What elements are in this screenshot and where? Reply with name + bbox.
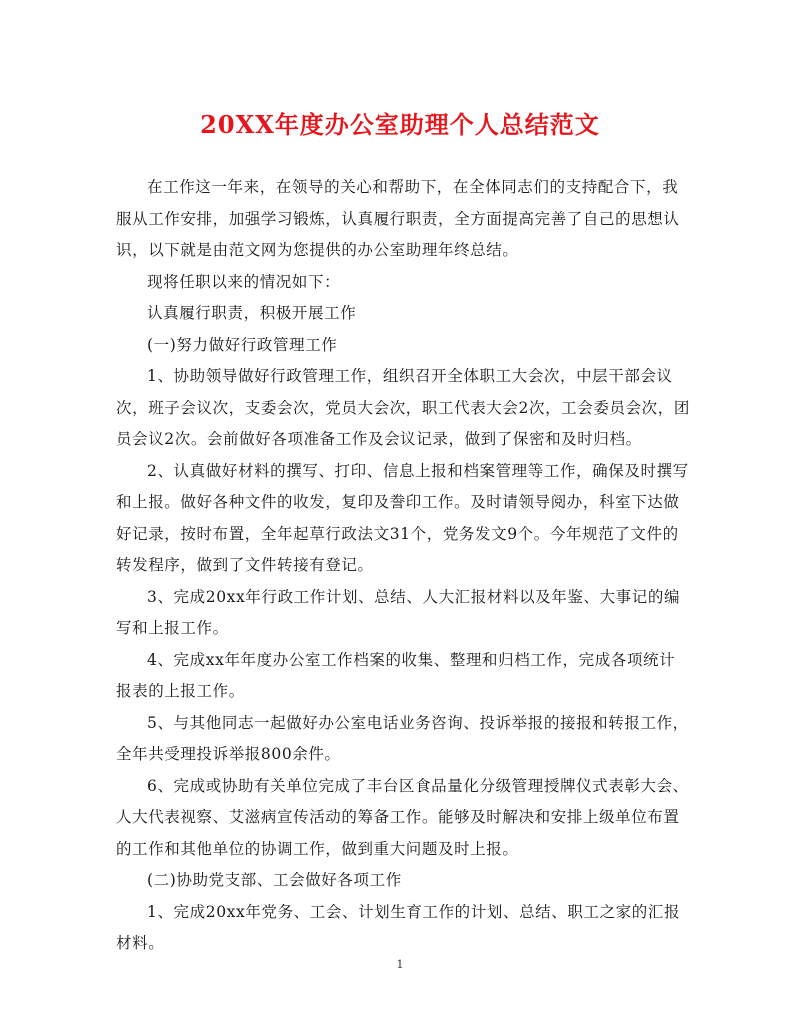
paragraph-intro: 在工作这一年来，在领导的关心和帮助下，在全体同志们的支持配合下，我服从工作安排，加强学习锻炼，认真履行职责，全方面提高完善了自己的思想认识，以下就是由范文网为您提供的办公室助理年终总结。 bbox=[116, 178, 680, 259]
page-number: 1 bbox=[396, 958, 404, 971]
subsection-heading-1: (一)努力做好行政管理工作 bbox=[147, 335, 338, 354]
list-item: 1、协助领导做好行政管理工作，组织召开全体职工大会次，中层干部会议次，班子会议次，支委会次，党员大会次，职工代表大会2次，工会委员会次，团员会议2次。会前做好各项准备工作及会议记录，做到了保密和及时归档。 bbox=[116, 367, 690, 448]
list-item: 6、完成或协助有关单位完成了丰台区食品量化分级管理授牌仪式表彰大会、人大代表视察、艾滋病宣传活动的筹备工作。能够及时解决和安排上级单位布置的工作和其他单位的协调工作，做到重大问题及时上报。 bbox=[116, 776, 689, 858]
list-item: 2、认真做好材料的撰写、打印、信息上报和档案管理等工作，确保及时撰写和上报。做好各种文件的收发，复印及誊印工作。及时请领导阅办，科室下达做好记录，按时布置，全年起草行政法文31个，党务发文9个。今年规范了文件的转发程序，做到了文件转接有登记。 bbox=[116, 461, 689, 574]
subsection-heading-2: (二)协助党支部、工会做好各项工作 bbox=[147, 871, 402, 889]
list-item: 4、完成xx年年度办公室工作档案的收集、整理和归档工作，完成各项统计报表的上报工作。 bbox=[116, 650, 676, 700]
document-body bbox=[116, 172, 690, 960]
section-heading: 认真履行职责，积极开展工作 bbox=[147, 304, 357, 322]
document-title: 20XX年度办公室助理个人总结范文 bbox=[200, 110, 600, 139]
list-item: 5、与其他同志一起做好办公室电话业务咨询、投诉举报的接报和转报工作，全年共受理投诉举报800余件。 bbox=[116, 713, 689, 763]
list-item: 1、完成20xx年党务、工会、计划生育工作的计划、总结、职工之家的汇报材料。 bbox=[116, 902, 681, 952]
paragraph-overview: 现将任职以来的情况如下： bbox=[147, 272, 341, 291]
list-item: 3、完成20xx年行政工作计划、总结、人大汇报材料以及年鉴、大事记的编写和上报工作。 bbox=[116, 587, 681, 637]
